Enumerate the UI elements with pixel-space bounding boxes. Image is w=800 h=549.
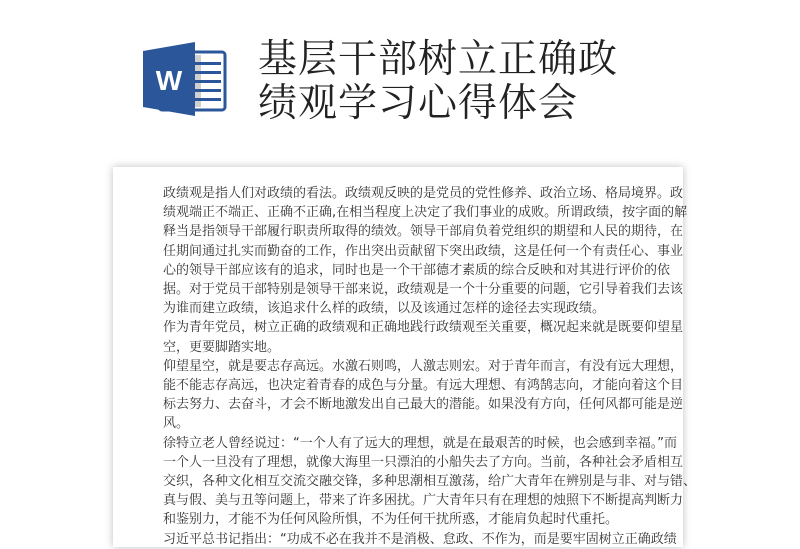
text-line: 释当是指领导干部履行职责所取得的绩效。领导干部肩负着党组织的期望和人民的期待，在 (163, 224, 684, 240)
text-line: 一个人一旦没有了理想，就像大海里一只漂泊的小船失去了方向。当前，各种社会矛盾相互 (163, 454, 684, 470)
paragraph (163, 434, 697, 530)
text-line: 和鉴别力，才能不为任何风险所惧，不为任何干扰所惑，才能肩负起时代重托。 (163, 512, 619, 528)
text-line: 空，更要脚踏实地。 (163, 339, 281, 355)
text-line: 真与假、美与丑等问题上，带来了许多困扰。广大青年只有在理想的烛照下不断提高判断力 (163, 493, 684, 509)
paragraph (163, 530, 677, 549)
text-line: 仰望星空，就是要志存高远。水激石则鸣，人激志则宏。对于青年而言，有没有远大理想， (163, 358, 684, 374)
text-line: 作为青年党员，树立正确的政绩观和正确地践行政绩观至关重要，概况起来就是既要仰望星 (163, 320, 684, 336)
paragraph (163, 184, 688, 318)
paragraph (163, 318, 684, 356)
word-icon-letter: W (155, 65, 183, 96)
text-line: 交织，各种文化相互交流交融交锋，多种思潮相互激荡，给广大青年在辨别是与非、对与错、 (163, 474, 697, 490)
text-line: 风。 (163, 416, 190, 432)
title-line-1: 基层干部树立正确政 (258, 37, 619, 82)
paragraph (163, 357, 684, 434)
text-line: 据。对于党员干部特别是领导干部来说，政绩观是一个十分重要的问题，它引导着我们去该 (163, 282, 684, 298)
title-line-2: 绩观学习心得体会 (258, 81, 579, 126)
text-line: 习近平总书记指出：“功成不必在我并不是消极、怠政、不作为，而是要牢固树立正确政绩 (163, 531, 677, 547)
word-document-icon (143, 40, 229, 118)
text-line: 徐特立老人曾经说过：“一个人有了远大的理想，就是在最艰苦的时候，也会感到幸福。”而 (163, 435, 677, 451)
text-line: 能不能志存高远，也决定着青春的成色与分量。有远大理想、有鸿鹄志向，才能向着这个目 (163, 378, 684, 394)
document-body (163, 184, 697, 549)
text-line: 政绩观是指人们对政绩的看法。政绩观反映的是党员的党性修养、政治立场、格局境界。政 (163, 186, 684, 201)
text-line: 心的领导干部应该有的追求，同时也是一个干部德才素质的综合反映和对其进行评价的依 (163, 262, 671, 278)
text-line: 标去努力、去奋斗，才会不断地激发出自己最大的潜能。如果没有方向，任何风都可能是逆 (163, 397, 684, 413)
text-line: 为谁而建立政绩，该追求什么样的政绩，以及该通过怎样的途径去实现政绩。 (163, 301, 606, 317)
text-line: 任期间通过扎实而勤奋的工作，作出突出贡献留下突出政绩，这是任何一个有责任心、事业 (163, 243, 684, 259)
page-title (258, 38, 618, 126)
text-line: 绩观端正不端正、正确不正确,在相当程度上决定了我们事业的成败。所谓政绩，按字面的解 (163, 205, 688, 221)
